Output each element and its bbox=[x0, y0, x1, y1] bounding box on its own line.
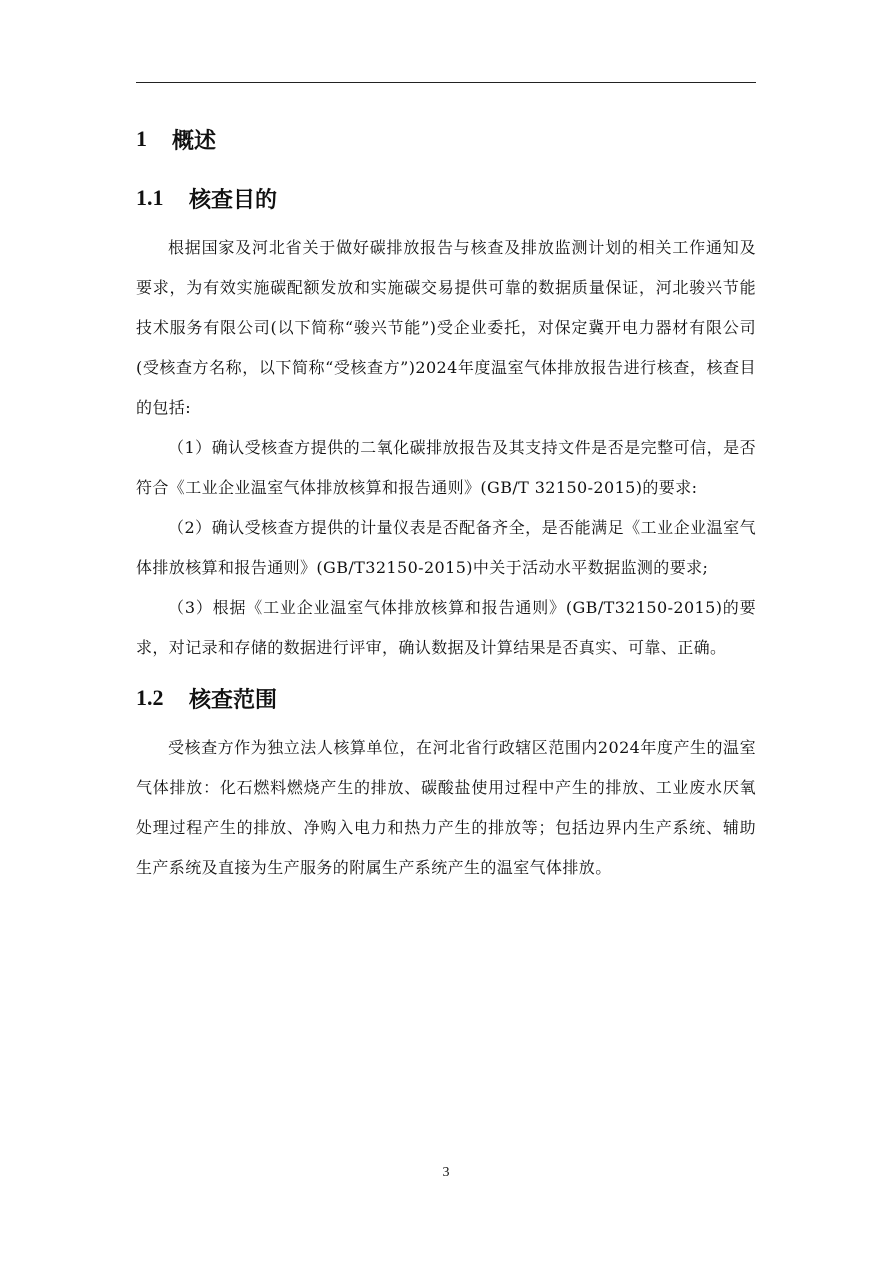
paragraph-purpose-intro: 根据国家及河北省关于做好碳排放报告与核查及排放监测计划的相关工作通知及要求，为有效实施碳配额发放和实施碳交易提供可靠的数据质量保证，河北骏兴节能技术服务有限公司(以下简称“骏兴节能”)受企业委托，对保定冀开电力器材有限公司(受核查方名称，以下简称“受核查方”)2024年度温室气体排放报告进行核查，核查目的包括: bbox=[136, 238, 756, 417]
section-number: 1.2 bbox=[136, 685, 164, 710]
paragraph-scope: 受核查方作为独立法人核算单位，在河北省行政辖区范围内2024年度产生的温室气体排放：化石燃料燃烧产生的排放、碳酸盐使用过程中产生的排放、工业废水厌氧处理过程产生的排放、净购入电力和热力产生的排放等；包括边界内生产系统、辅助生产系统及直接为生产服务的附属生产系统产生的温室气体排放。 bbox=[136, 738, 756, 877]
page-content bbox=[136, 120, 756, 888]
section-title: 核查目的 bbox=[189, 187, 278, 213]
paragraph-purpose-item-2: （2）确认受核查方提供的计量仪表是否配备齐全，是否能满足《工业企业温室气体排放核算和报告通则》(GB/T32150-2015)中关于活动水平数据监测的要求; bbox=[136, 518, 756, 577]
section-title: 核查范围 bbox=[189, 687, 278, 713]
section-1-1-heading bbox=[136, 178, 756, 218]
section-1-heading bbox=[136, 120, 756, 158]
section-number: 1.1 bbox=[136, 185, 164, 210]
paragraph-purpose-item-3: （3）根据《工业企业温室气体排放核算和报告通则》(GB/T32150-2015)的要求，对记录和存储的数据进行评审，确认数据及计算结果是否真实、可靠、正确。 bbox=[136, 598, 756, 657]
section-number: 1 bbox=[136, 126, 147, 151]
section-title: 概述 bbox=[172, 128, 217, 154]
paragraph-purpose-item-1: （1）确认受核查方提供的二氧化碳排放报告及其支持文件是否是完整可信，是否符合《工业企业温室气体排放核算和报告通则》(GB/T 32150-2015)的要求: bbox=[136, 438, 756, 497]
page-number: 3 bbox=[442, 1165, 450, 1180]
section-1-2-heading bbox=[136, 678, 756, 718]
header-rule bbox=[136, 82, 756, 83]
